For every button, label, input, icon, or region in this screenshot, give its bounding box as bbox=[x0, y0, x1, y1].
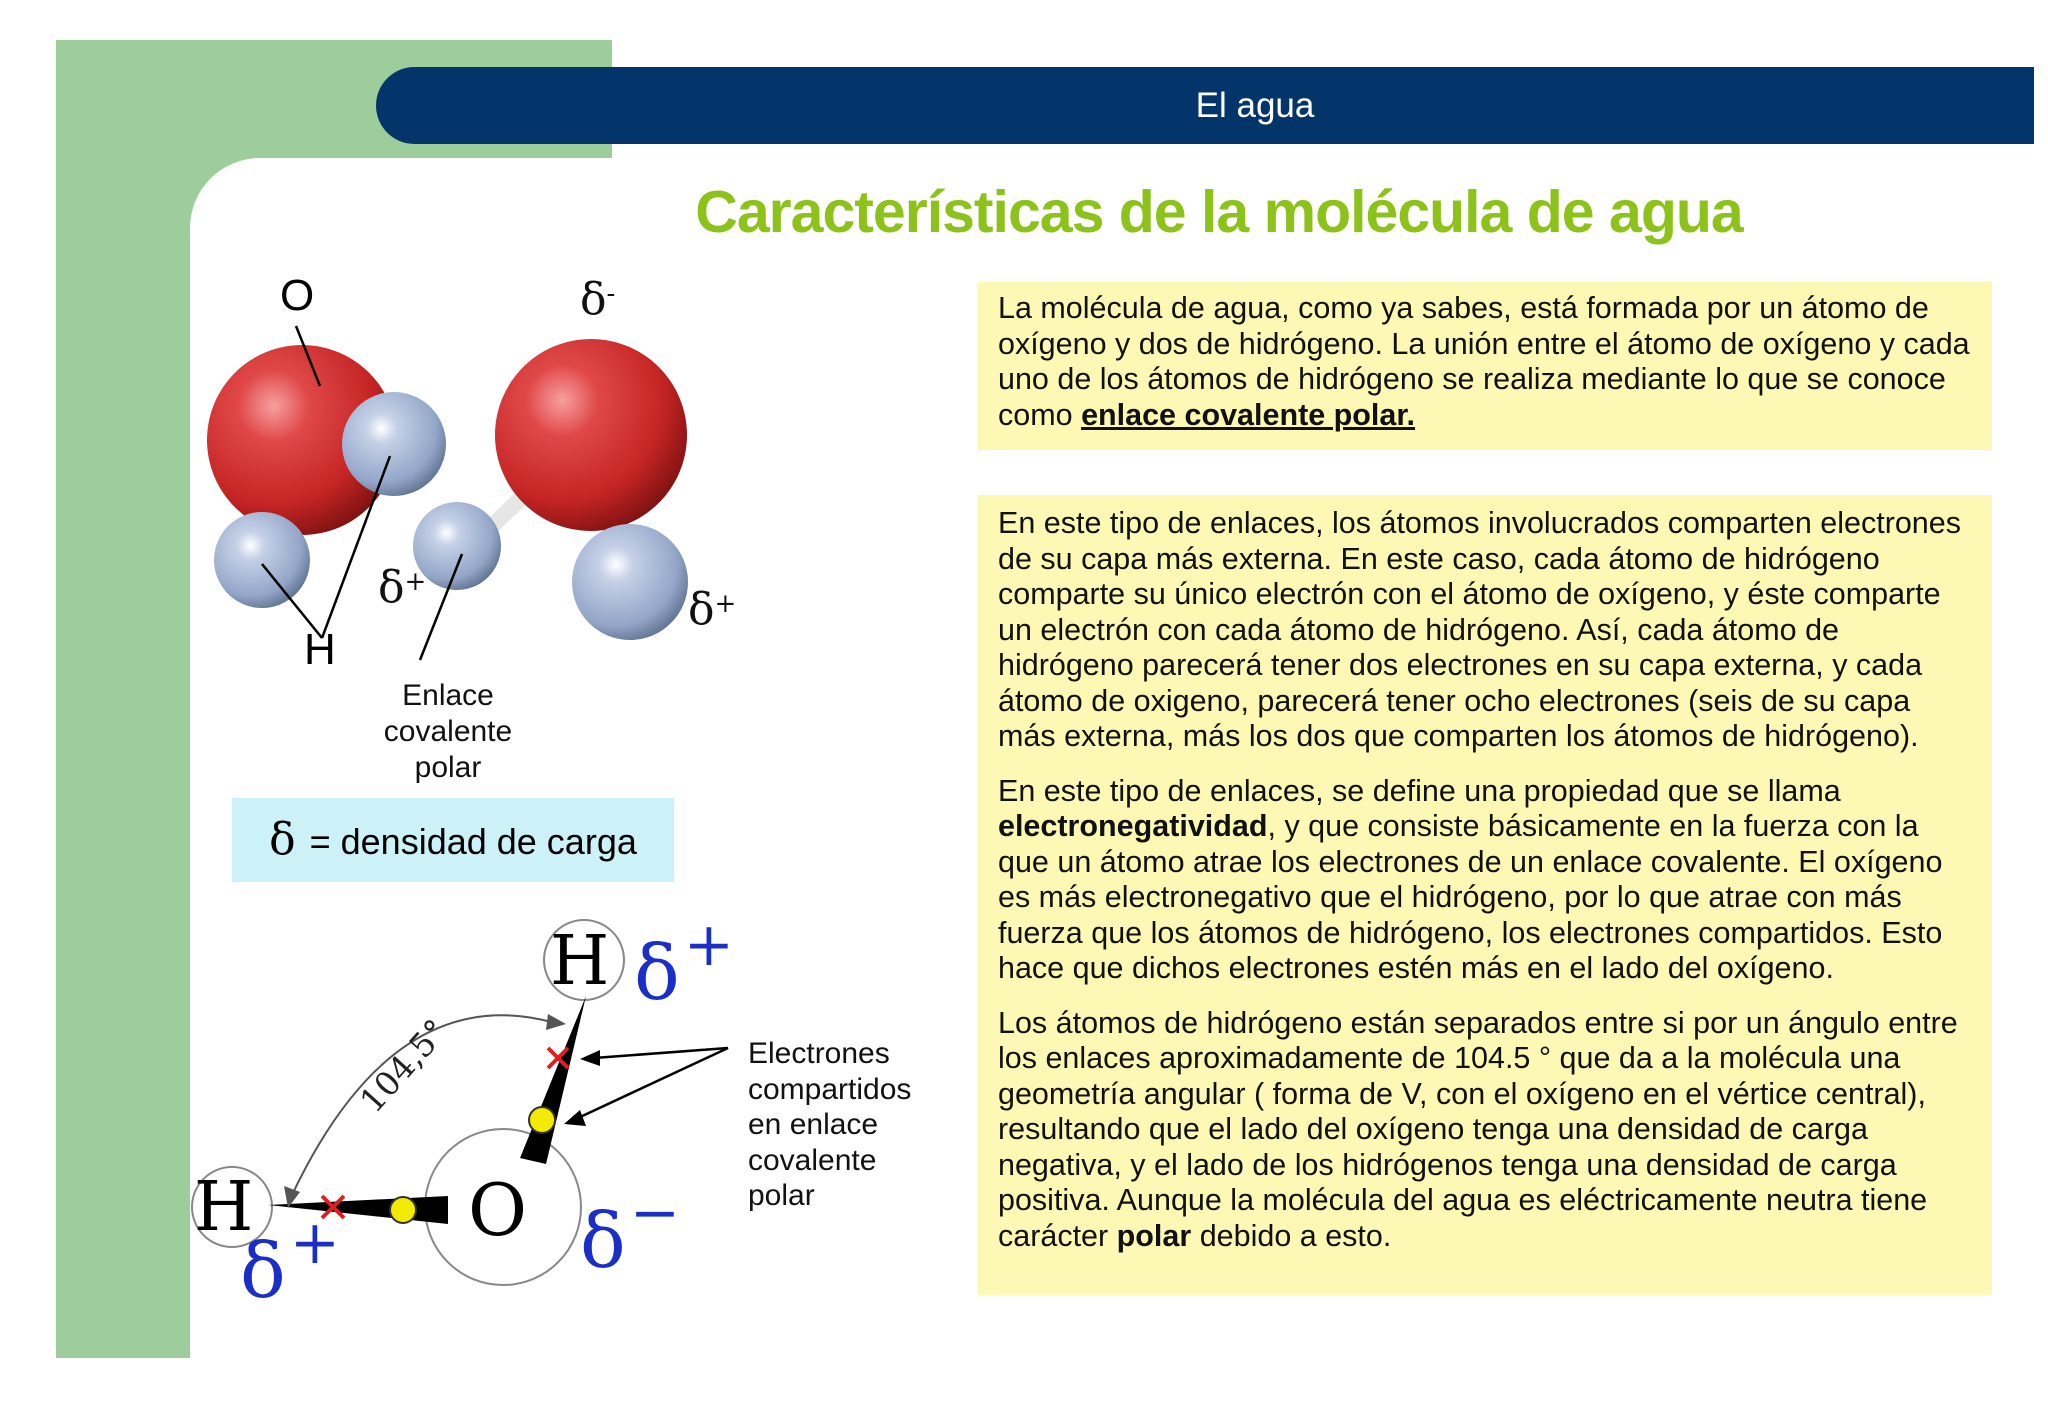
legend-text: = densidad de carga bbox=[309, 821, 637, 862]
paragraph-1: En este tipo de enlaces, los átomos involucrados comparten electrones de su capa más externa. En este caso, cada átomo de hidrógeno comparte su único electrón con el átomo de oxígeno, y éste comparte un electrón con cada átomo de hidrógeno. Así, cada átomo de hidrógeno parecerá tener dos electrones en su capa externa, y cada átomo de oxigeno, parecerá tener ocho electrones (seis de su capa más externa, más los dos que comparten los átomos de hidrógeno). bbox=[998, 506, 1961, 753]
delta-plus-label-1: δ+ bbox=[378, 562, 427, 613]
bond-label: Enlace covalente polar bbox=[383, 679, 513, 784]
oxygen-sphere-right bbox=[495, 339, 687, 531]
legend-box bbox=[232, 798, 674, 882]
diagram-h-left: H bbox=[194, 1168, 254, 1247]
intro-text: La molécula de agua, como ya sabes, está formada por un átomo de oxígeno y dos de hidrógeno. La unión entre el átomo de oxígeno y cada uno de los átomos de hidrógeno se realiza mediante lo que se conoce como bbox=[998, 291, 1970, 432]
legend-delta-symbol: δ bbox=[269, 814, 296, 865]
shared-electrons-label: Electrones compartidos en enlace covalente polar bbox=[748, 1037, 912, 1212]
delta-minus-label: δ- bbox=[580, 274, 616, 325]
hydrogen-sphere-left-2 bbox=[342, 392, 446, 496]
hydrogen-label: H bbox=[304, 625, 336, 674]
electron-dot-horizontal bbox=[390, 1197, 416, 1223]
polar-term: polar bbox=[1116, 1218, 1192, 1253]
diagram-delta-plus-top: δ+ bbox=[634, 910, 735, 1017]
delta-plus-label-2: δ+ bbox=[688, 584, 737, 635]
angle-label: 104,5° bbox=[352, 1011, 456, 1121]
electronegativity-term: electronegatividad bbox=[998, 809, 1268, 843]
paragraph-2: En este tipo de enlaces, se define una propiedad que se llama electronegatividad, y que consiste básicamente en la fuerza con la que un átomo atrae los electrones de un enlace covalente. El oxígeno es más electronegativo que el hidrógeno, por lo que atrae con más fuerza que los átomos de hidrógeno, los electrones compartidos. Esto hace que dichos electrones estén más en el lado del oxígeno. bbox=[998, 773, 1943, 985]
diagram-o: O bbox=[468, 1168, 528, 1252]
page-title: Características de la molécula de agua bbox=[695, 179, 1743, 245]
electron-dot-vertical bbox=[529, 1107, 555, 1133]
header-title: El agua bbox=[1195, 86, 1315, 125]
paragraph-3: Los átomos de hidrógeno están separados entre si por un ángulo entre los enlaces aproximadamente de 104.5 ° que da a la molécula una geometría angular ( forma de V, con el oxígeno en el vértice central), resultando que el lado del oxígeno tenga una densidad de carga negativa, y el lado de los hidrógenos tenga una densidad de carga positiva. Aunque la molécula del agua es eléctricamente neutra tiene carácter polar debido a esto. bbox=[998, 1005, 1958, 1253]
intro-bold: enlace covalente polar. bbox=[1081, 397, 1416, 432]
oxygen-label: O bbox=[280, 271, 315, 320]
hydrogen-sphere-left-1 bbox=[214, 512, 310, 608]
diagram-h-top: H bbox=[550, 922, 610, 1001]
diagram-delta-plus-left: δ+ bbox=[240, 1208, 341, 1315]
diagram-delta-minus: δ− bbox=[580, 1178, 681, 1285]
hydrogen-sphere-right-2 bbox=[572, 524, 688, 640]
